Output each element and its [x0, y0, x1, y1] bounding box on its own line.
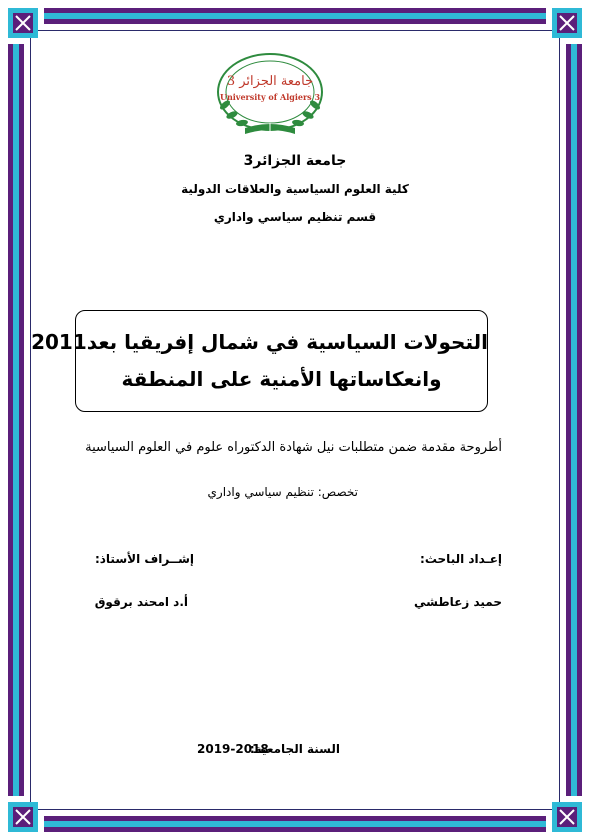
frame-corner-ornament-icon: [2, 798, 42, 838]
frame-inner-line-right: [559, 30, 560, 810]
frame-top-border: [44, 8, 546, 24]
university-name: جامعة الجزائر3: [243, 153, 347, 169]
university-logo: [205, 50, 335, 145]
frame-corner-ornament-icon: [548, 2, 588, 42]
title-box: [31, 310, 488, 412]
frame-bottom-border: [44, 816, 546, 832]
department-name: قسم تنظيم سياسي واداري: [213, 210, 377, 224]
student-name: حميد زعاطشي: [414, 595, 502, 609]
thesis-description: أطروحة مقدمة ضمن متطلبات نيل شهادة الدكتوراه علوم في العلوم السياسية: [85, 440, 502, 455]
academic-year-value: 2019-2018: [197, 742, 269, 756]
supervised-by-label: إشــراف الأستاذ:: [94, 552, 194, 566]
specialty: تخصص: تنظيم سياسي واداري: [207, 485, 358, 499]
prepared-by-label: إعـداد الباحث:: [420, 552, 502, 566]
logo-english-text: University of Algiers 3: [219, 92, 321, 102]
supervisor-name: أ.د امحند برقوق: [94, 595, 188, 609]
frame-corner-ornament-icon: [2, 2, 42, 42]
logo-arabic-text: جامعة الجزائر 3: [226, 74, 314, 89]
thesis-title-line-2: وانعكاساتها الأمنية على المنطقة: [121, 367, 442, 391]
academic-year-label: السنة الجامعية:: [249, 742, 340, 756]
frame-corner-ornament-icon: [548, 798, 588, 838]
faculty-name: كلية العلوم السياسية والعلاقات الدولية: [181, 182, 409, 196]
frame-inner-line-top: [30, 30, 560, 31]
thesis-title-line-1: التحولات السياسية في شمال إفريقيا بعد2011: [31, 330, 488, 354]
frame-inner-line-bottom: [30, 809, 560, 810]
frame-inner-line-left: [30, 30, 31, 810]
